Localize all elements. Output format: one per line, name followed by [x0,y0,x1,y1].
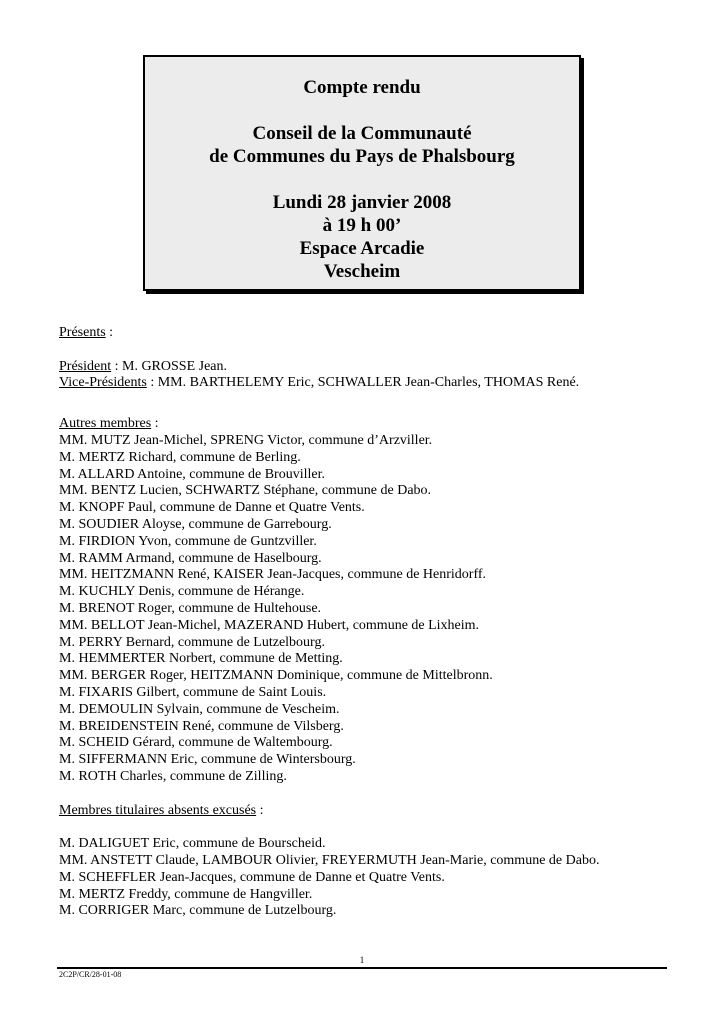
president-line [59,359,679,376]
document-title: Compte rendu [303,77,421,98]
member-item: M. RAMM Armand, commune de Haselbourg. [59,550,322,566]
member-item: M. SIFFERMANN Eric, commune de Wintersbourg. [59,752,356,768]
member-item: M. PERRY Bernard, commune de Lutzelbourg. [59,634,325,650]
absent-members-label: Membres titulaires absents excusés [59,802,257,818]
meeting-time: à 19 h 00’ [322,215,402,236]
footer-divider [57,967,667,969]
other-members-heading [59,416,679,433]
presents-label: Présents [59,325,106,340]
absent-members-suffix: : [256,802,264,818]
member-item: MM. BERGER Roger, HEITZMANN Dominique, commune de Mittelbronn. [59,668,493,684]
member-item: M. SOUDIER Aloyse, commune de Garrebourg. [59,516,332,532]
member-item: MM. MUTZ Jean-Michel, SPRENG Victor, commune d’Arzviller. [59,432,433,448]
document-body [59,325,679,920]
member-item: MM. BENTZ Lucien, SCHWARTZ Stéphane, commune de Dabo. [59,483,432,499]
member-item: M. FIRDION Yvon, commune de Guntzviller. [59,533,317,549]
member-item: M. SCHEID Gérard, commune de Waltembourg. [59,735,333,751]
meeting-venue: Espace Arcadie [299,238,425,259]
absent-member-item: M. SCHEFFLER Jean-Jacques, commune de Danne et Quatre Vents. [59,869,445,885]
absent-members-list [59,836,679,920]
other-members-label: Autres membres [59,416,152,432]
absent-members-heading [59,803,679,820]
other-members-suffix: : [151,416,159,432]
president-value: : M. GROSSE Jean. [111,358,228,374]
member-item: M. BREIDENSTEIN René, commune de Vilsberg. [59,718,344,734]
meeting-date: Lundi 28 janvier 2008 [272,192,452,213]
absent-member-item: MM. ANSTETT Claude, LAMBOUR Olivier, FREYERMUTH Jean-Marie, commune de Dabo. [59,852,600,868]
page-number: 1 [359,955,365,965]
member-item: M. HEMMERTER Norbert, commune de Metting. [59,651,343,667]
member-item: MM. HEITZMANN René, KAISER Jean-Jacques, commune de Henridorff. [59,567,487,583]
absent-member-item: M. DALIGUET Eric, commune de Bourscheid. [59,836,326,852]
absent-member-item: M. MERTZ Freddy, commune de Hangviller. [59,886,313,902]
member-item: M. FIXARIS Gilbert, commune de Saint Louis. [59,684,327,700]
presents-heading [59,325,679,342]
president-label: Président [59,358,112,374]
document-reference: 2C2P/CR/28-01-08 [59,970,122,979]
member-item: M. DEMOULIN Sylvain, commune de Vescheim. [59,701,340,717]
title-box [143,55,581,291]
presents-suffix: : [105,325,114,340]
vice-presidents-value: : MM. BARTHELEMY Eric, SCHWALLER Jean-Charles, THOMAS René. [146,375,580,391]
member-item: M. ROTH Charles, commune de Zilling. [59,768,287,784]
member-item: M. MERTZ Richard, commune de Berling. [59,449,301,465]
member-item: M. ALLARD Antoine, commune de Brouviller. [59,466,325,482]
member-item: M. KUCHLY Denis, commune de Hérange. [59,584,305,600]
member-item: MM. BELLOT Jean-Michel, MAZERAND Hubert, commune de Lixheim. [59,617,480,633]
vice-presidents-line [59,375,679,392]
other-members-list [59,433,679,786]
member-item: M. KNOPF Paul, commune de Danne et Quatre Vents. [59,500,365,516]
member-item: M. BRENOT Roger, commune de Hultehouse. [59,600,322,616]
absent-member-item: M. CORRIGER Marc, commune de Lutzelbourg. [59,903,337,919]
council-name-line2: de Communes du Pays de Phalsbourg [209,146,515,167]
council-name-line1: Conseil de la Communauté [252,123,472,144]
vice-presidents-label: Vice-Présidents [59,375,147,391]
meeting-town: Vescheim [323,261,401,282]
